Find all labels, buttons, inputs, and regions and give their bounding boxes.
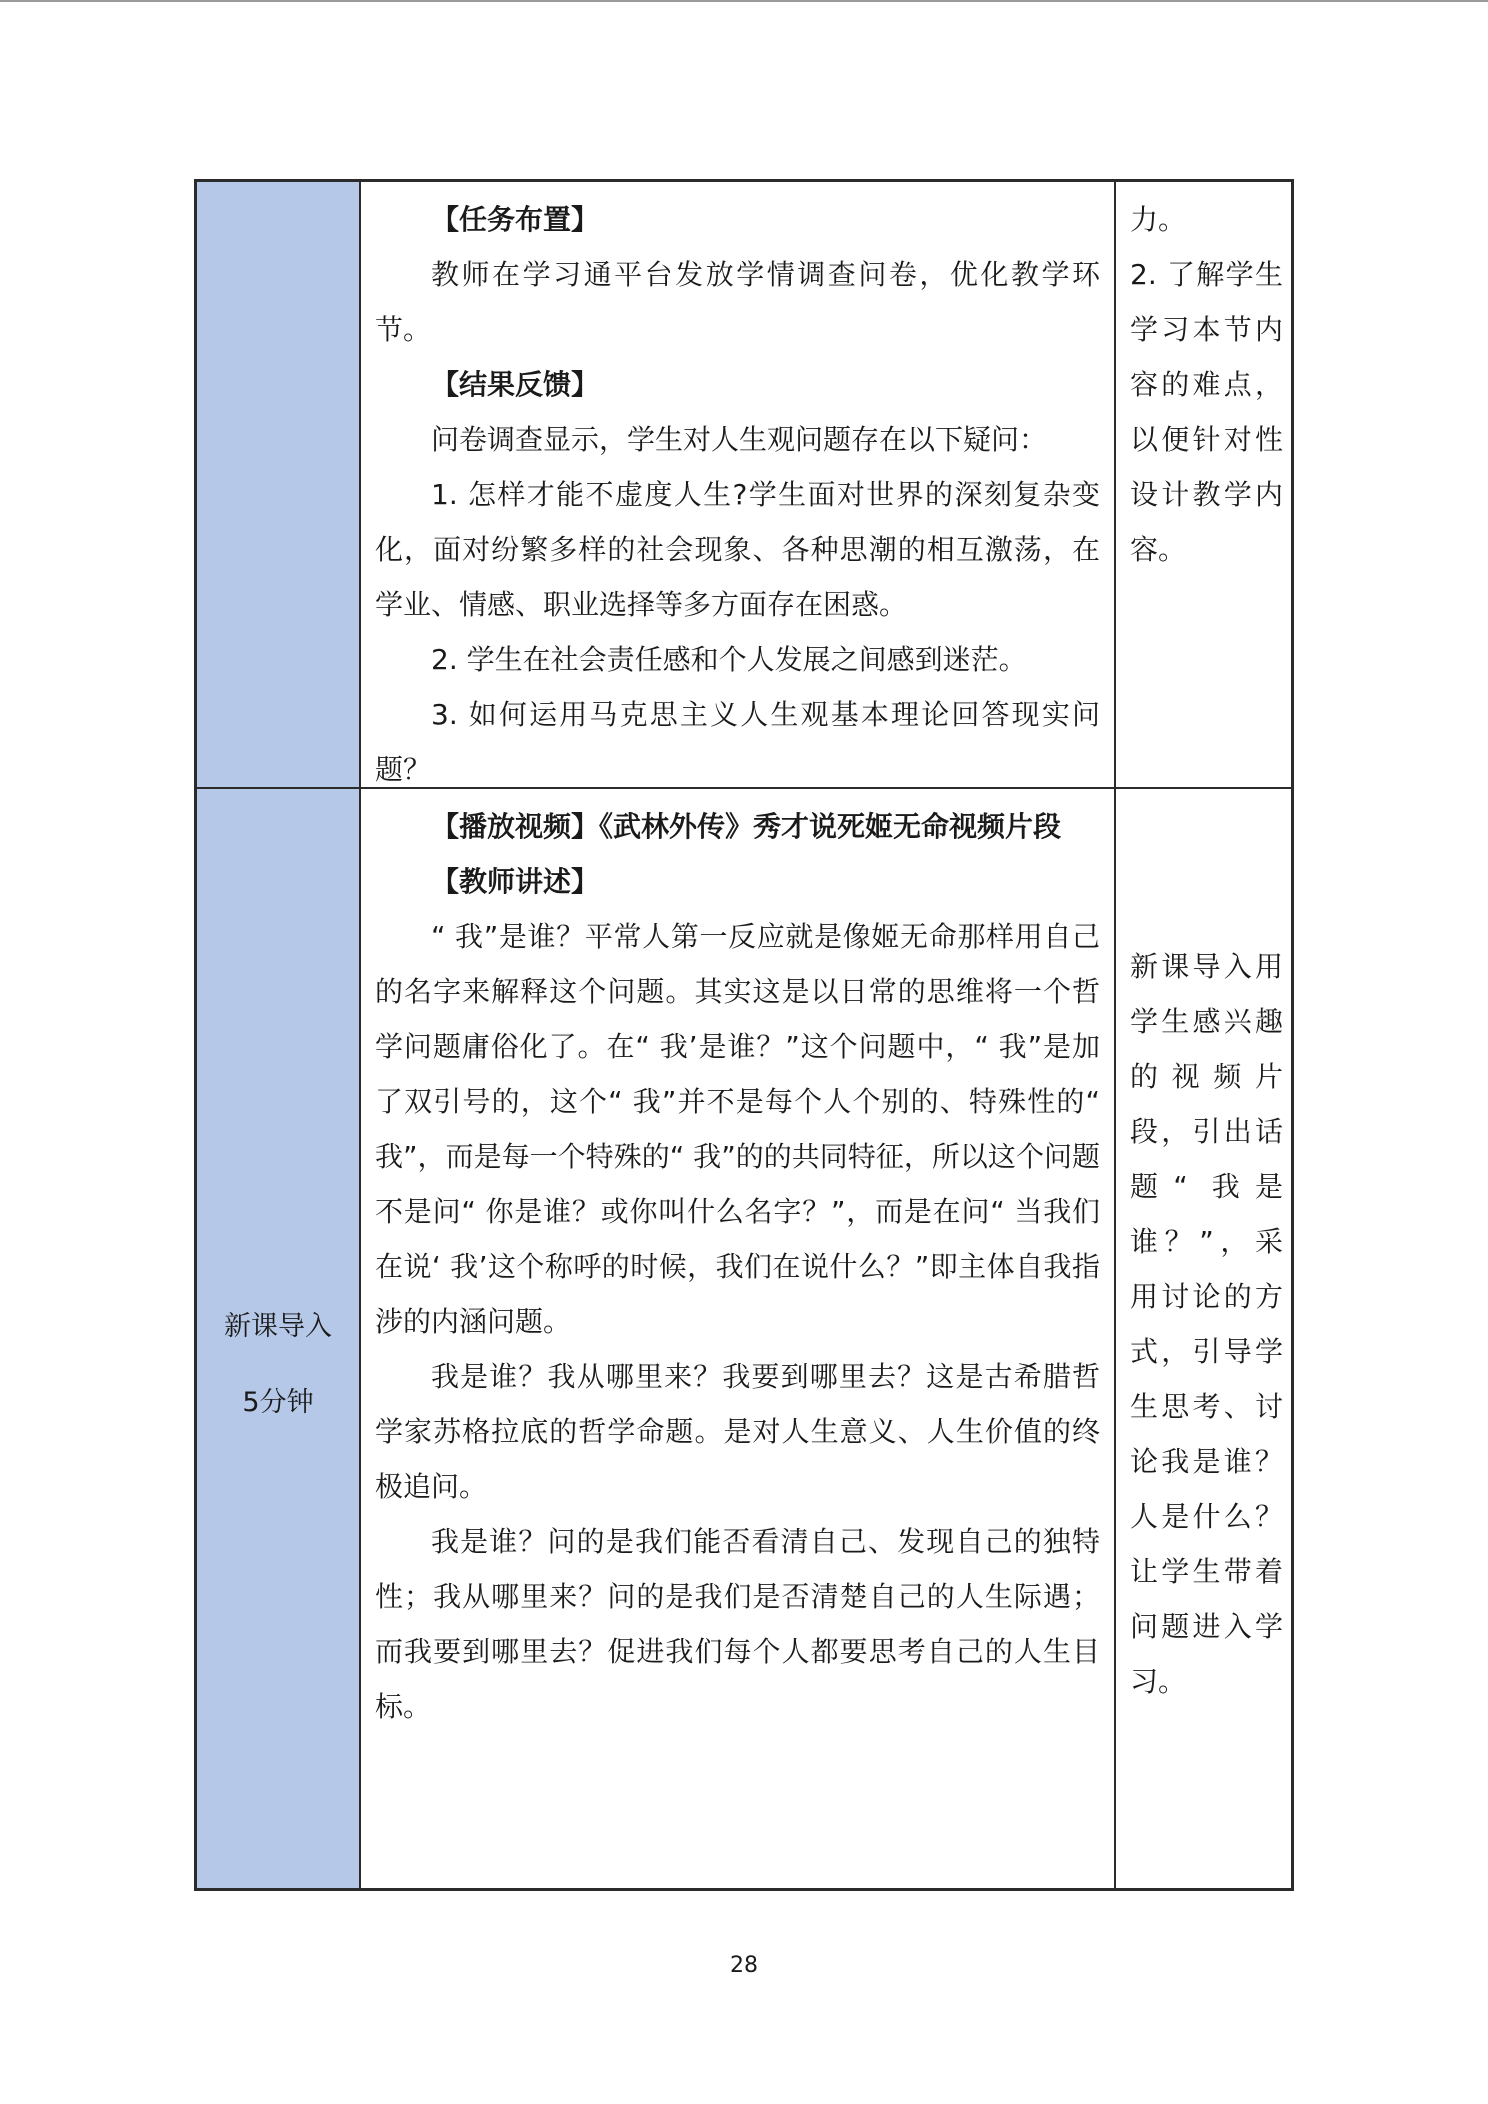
content-cell-row1 bbox=[361, 182, 1116, 789]
phase-duration: 5分钟 bbox=[242, 1387, 314, 1418]
content-paragraph: 【教师讲述】 bbox=[431, 865, 600, 898]
content-paragraph: 【播放视频】《武林外传》秀才说死姬无命视频片段 bbox=[431, 810, 1062, 843]
intent-cell-row2 bbox=[1116, 789, 1291, 1888]
content-paragraph: 我是谁？我从哪里来？我要到哪里去？这是古希腊哲学家苏格拉底的哲学命题。是对人生意义、人生价值的终极追问。 bbox=[375, 1360, 1100, 1503]
content-paragraph: 2. 学生在社会责任感和个人发展之间感到迷茫。 bbox=[431, 643, 1027, 676]
content-paragraph: 我是谁？问的是我们能否看清自己、发现自己的独特性；我从哪里来？问的是我们是否清楚自己的人生际遇；而我要到哪里去？促进我们每个人都要思考自己的人生目标。 bbox=[375, 1525, 1100, 1723]
lesson-plan-table bbox=[194, 179, 1294, 1891]
content-paragraph: 1. 怎样才能不虚度人生?学生面对世界的深刻复杂变化，面对纷繁多样的社会现象、各种思潮的相互激荡，在学业、情感、职业选择等多方面存在困惑。 bbox=[375, 478, 1100, 621]
phase-label bbox=[197, 1289, 359, 1441]
intent-text-row1: 力。 2. 了解学生学习本节内容的难点，以便针对性设计教学内容。 bbox=[1130, 203, 1283, 566]
content-cell-row2 bbox=[361, 789, 1116, 1888]
content-paragraph: 教师在学习通平台发放学情调查问卷，优化教学环节。 bbox=[375, 258, 1100, 346]
phase-name: 新课导入 bbox=[224, 1311, 332, 1342]
phase-cell-row2 bbox=[197, 789, 361, 1888]
content-paragraph: 【任务布置】 bbox=[431, 203, 600, 236]
page-top-border bbox=[0, 0, 1488, 2]
phase-cell-row1 bbox=[197, 182, 361, 789]
content-paragraph: 【结果反馈】 bbox=[431, 368, 600, 401]
content-paragraph: 问卷调查显示，学生对人生观问题存在以下疑问： bbox=[431, 423, 1048, 456]
intent-text-row2: 新课导入用学生感兴趣的视频片段，引出话题“ 我是谁？”，采用讨论的方式，引导学生思考、讨论我是谁？人是什么？让学生带着问题进入学习。 bbox=[1130, 950, 1283, 1698]
page-number: 28 bbox=[730, 1953, 758, 1978]
content-paragraph: 3. 如何运用马克思主义人生观基本理论回答现实问题？ bbox=[375, 698, 1100, 786]
intent-cell-row1 bbox=[1116, 182, 1291, 789]
content-paragraph: “ 我”是谁？平常人第一反应就是像姬无命那样用自己的名字来解释这个问题。其实这是以日常的思维将一个哲学问题庸俗化了。在“ 我’是谁？”这个问题中，“ 我”是加了双引号的，这个“ 我”并不是每个人个别的、特殊性的“ 我”，而是每一个特殊的“ 我”的的共同特征，所以这个问题不是问“ 你是谁？或你叫什么名字？”，而是在问“ 当我们在说‘ 我’这个称呼的时候，我们在说什么？”即主体自我指涉的内涵问题。 bbox=[375, 920, 1100, 1338]
